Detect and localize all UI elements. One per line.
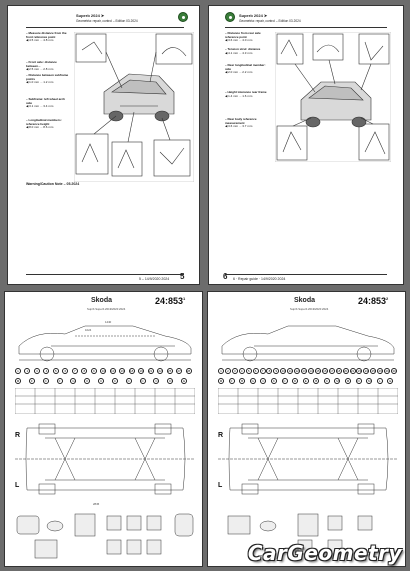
measurement-point-label: 25 bbox=[371, 369, 375, 373]
measurement-point-label: 9 bbox=[273, 368, 279, 374]
measurement-point-label: C bbox=[262, 379, 265, 383]
step-4: – Subframe: left wheel arch side ◀ 3.1 mm ... 3.4 mm bbox=[26, 97, 66, 109]
measurement-point-label: C bbox=[99, 379, 103, 383]
measurement-point-label: F bbox=[29, 378, 35, 384]
manual-page-right bbox=[208, 5, 404, 285]
dimension-c: 2845 bbox=[93, 502, 100, 506]
measurement-point-label: K bbox=[86, 379, 89, 383]
point-letter-row bbox=[15, 378, 195, 386]
measurement-point-label: 15 bbox=[316, 369, 320, 373]
measurement-point-label: 10 bbox=[281, 369, 285, 373]
measurement-point-label: 27 bbox=[177, 369, 181, 373]
underbody-plan-view bbox=[218, 418, 398, 500]
measurement-point-label: C bbox=[283, 379, 286, 383]
measurement-point-label: 3 bbox=[34, 368, 40, 374]
measurement-point-label: M bbox=[219, 379, 223, 383]
measurement-point-label: 5 bbox=[53, 368, 59, 374]
side-view-diagram bbox=[218, 316, 398, 364]
measurement-point-label: M bbox=[16, 379, 20, 383]
header-rule bbox=[225, 27, 387, 28]
measurement-point-label: 16 bbox=[120, 369, 124, 373]
measurement-point-label: 16 bbox=[323, 369, 327, 373]
header-rule bbox=[26, 27, 184, 28]
measurement-point-label: C bbox=[325, 379, 328, 383]
measurement-point-label: 9 bbox=[91, 368, 97, 374]
page-number: 5 bbox=[180, 272, 185, 281]
detail-icons-row bbox=[15, 510, 195, 560]
skoda-logo-icon bbox=[178, 12, 188, 22]
measurement-point-label: C bbox=[127, 379, 130, 383]
measurement-point-label: F bbox=[57, 378, 63, 384]
step-5: – Rear body reference measurement ◀ 3.6 mm ... 3.7 mm bbox=[225, 117, 257, 129]
brand-title: Skoda bbox=[294, 297, 316, 304]
measurement-point-label: 28 bbox=[186, 369, 191, 373]
measurement-point-label: 1 bbox=[15, 368, 21, 374]
measurement-point-label: C bbox=[141, 379, 144, 383]
cargeometry-watermark: CarGeometry bbox=[247, 541, 402, 565]
measurement-point-label: 13 bbox=[111, 369, 115, 373]
measurement-point-label: C bbox=[113, 379, 116, 383]
measurement-point-label: 2 bbox=[225, 368, 231, 374]
measurement-point-label: 19 bbox=[139, 369, 143, 373]
car-measurement-diagram bbox=[74, 32, 194, 182]
measurement-point-label: 24 bbox=[364, 369, 369, 373]
measurement-point-label: F bbox=[229, 378, 235, 384]
step-1: – Distance from rear axle reference point ◀ 3.6 mm ... 4.0 mm bbox=[225, 31, 261, 43]
measurement-point-label: 8 bbox=[266, 368, 272, 374]
page-header-title: Superb 2024 ➤ bbox=[76, 13, 105, 18]
step-2: – Front axle: distance between... ◀ 2.5 mm ... 2.8 mm bbox=[26, 60, 57, 72]
measurement-point-label: 30 bbox=[392, 369, 396, 373]
step-3: – Distance between subframe points ◀ 1.0 mm ... 1.2 mm bbox=[26, 73, 69, 85]
measurement-point-label: 1 bbox=[218, 368, 224, 374]
page-header-title: Superb 2024 ➤ bbox=[239, 13, 268, 18]
measurement-point-label: G bbox=[72, 379, 75, 383]
measurement-point-label: 12 bbox=[295, 369, 299, 373]
sheet-subtitle: Suprb Superb 2019/2020 2024 bbox=[290, 307, 329, 311]
car-measurement-diagram bbox=[275, 32, 391, 162]
measurement-point-label: 11 bbox=[288, 369, 292, 373]
measurement-point-label: 2 bbox=[24, 368, 30, 374]
side-right-label: R bbox=[218, 432, 224, 439]
measurement-point-label: E bbox=[183, 379, 186, 383]
footer-rule bbox=[225, 274, 387, 275]
side-left-label: L bbox=[15, 482, 20, 489]
measurement-point-label: B bbox=[241, 379, 244, 383]
page-header-subtitle: Geometria: repair, control – Edition 03.2024 bbox=[76, 19, 138, 23]
footer-label: 6 · Repair guide · 14/9/2020 2024 bbox=[233, 277, 286, 281]
measurement-point-label: M bbox=[367, 379, 371, 383]
footer-label: 5 – 14/9/2020 2024 bbox=[139, 277, 170, 281]
measurement-point-label: 23 bbox=[357, 369, 362, 373]
dimension-table bbox=[15, 388, 195, 414]
step-4: – Height tolerance rear frame ◀ 1.4 mm ... 1.6 mm bbox=[225, 90, 267, 98]
measurement-point-label: M bbox=[336, 379, 339, 383]
measurement-point-label: 6 bbox=[62, 368, 68, 374]
measurement-point-label: 8 bbox=[81, 368, 87, 374]
measurement-point-label: 4 bbox=[43, 368, 49, 374]
measurement-point-label: 6 bbox=[253, 368, 259, 374]
measurement-point-label: B bbox=[315, 379, 318, 383]
measurement-point-label: 10 bbox=[101, 369, 105, 373]
measurement-point-label: 14 bbox=[309, 369, 313, 373]
measurement-point-label: 25 bbox=[167, 369, 172, 373]
step-3: – Rear longitudinal member: side ◀ 2.0 mm ... 2.2 mm bbox=[225, 63, 266, 75]
measurement-point-label: E bbox=[304, 379, 307, 383]
dimension-sheet-left bbox=[4, 291, 203, 567]
dimension-table bbox=[218, 388, 398, 414]
measurement-point-label: 4 bbox=[239, 368, 245, 374]
side-left-label: L bbox=[218, 482, 223, 489]
measurement-point-label: C bbox=[155, 379, 158, 383]
measurement-point-label: G bbox=[251, 379, 254, 383]
measurement-point-label: E bbox=[389, 379, 392, 383]
measurement-point-label: 29 bbox=[385, 369, 389, 373]
measurement-point-label: D bbox=[357, 379, 360, 383]
measurement-point-label: 21 bbox=[148, 369, 153, 373]
measurement-point-label: 13 bbox=[302, 369, 306, 373]
measurement-point-label: 7 bbox=[72, 368, 78, 374]
measurement-point-label: 21 bbox=[350, 369, 355, 373]
brand-title: Skoda bbox=[91, 297, 113, 304]
point-letter-row bbox=[218, 378, 398, 386]
measurement-point-label: D bbox=[294, 379, 297, 383]
dimension-b: 1024 bbox=[85, 328, 92, 332]
measurement-point-label: K bbox=[272, 379, 275, 383]
page-number: 6 bbox=[223, 272, 228, 281]
skoda-logo-icon bbox=[225, 12, 235, 22]
footer-rule bbox=[26, 274, 184, 275]
measurement-point-label: 18 bbox=[130, 369, 134, 373]
step-1: – Measure distance from the front reference point ◀ 4.5 mm ... 4.8 mm bbox=[26, 31, 67, 43]
side-right-label: R bbox=[15, 432, 21, 439]
measurement-point-label: C bbox=[44, 379, 47, 383]
underbody-plan-view bbox=[15, 418, 195, 500]
dimension-a: 1440 bbox=[105, 320, 112, 324]
measurement-point-label: 26 bbox=[378, 369, 382, 373]
measurement-point-label: 22 bbox=[158, 369, 162, 373]
measurement-point-label: D bbox=[169, 379, 172, 383]
sheet-code: $24:853^2$ bbox=[358, 296, 389, 306]
measurement-point-label: M bbox=[346, 379, 350, 383]
measurement-point-label: 20 bbox=[343, 369, 348, 373]
point-number-row bbox=[218, 368, 398, 376]
sheet-code: $24:853^1$ bbox=[155, 296, 186, 306]
page-header-subtitle: Geometria: repair, control – Edition 03.2024 bbox=[239, 19, 301, 23]
sheet-subtitle: Suprb Superb 2019/2020 2024 bbox=[87, 307, 126, 311]
measurement-point-label: 18 bbox=[337, 369, 341, 373]
measurement-point-label: L bbox=[377, 378, 383, 384]
measurement-point-label: 17 bbox=[330, 369, 334, 373]
measurement-point-label: 7 bbox=[260, 368, 266, 374]
step-2: – Tension strut: distance ◀ 4.1 mm ... 4.3 mm bbox=[225, 47, 261, 55]
step-5: – Longitudinal members: reference height ◀ 8.0 mm ... 8.6 mm bbox=[26, 118, 62, 130]
point-number-row bbox=[15, 368, 195, 376]
manual-page-left bbox=[7, 5, 200, 285]
measurement-point-label: 5 bbox=[246, 368, 252, 374]
dimension-sheet-right bbox=[207, 291, 406, 567]
measurement-point-label: 3 bbox=[232, 368, 238, 374]
footer-note: Warning/Caution Note – 05.2024 bbox=[26, 182, 80, 186]
